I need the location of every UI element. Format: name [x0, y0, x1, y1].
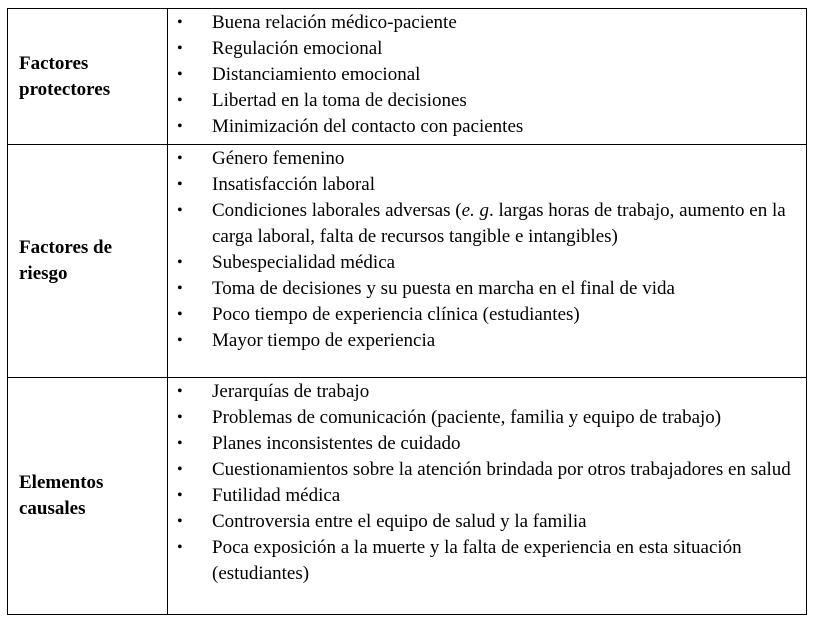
bullet-icon: •: [177, 66, 183, 83]
item-text: Toma de decisiones y su puesta en marcha en el final de vida: [212, 278, 675, 299]
bullet-icon: •: [177, 513, 183, 530]
item-text: Jerarquías de trabajo: [212, 381, 370, 402]
bullet-icon: •: [177, 539, 183, 556]
item-text: Planes inconsistentes de cuidado: [212, 433, 461, 454]
list-item: [168, 36, 798, 62]
label-line: Elementos: [19, 472, 104, 493]
list-item: [168, 62, 798, 88]
items-cell: [168, 145, 807, 378]
bullet-icon: •: [177, 383, 183, 400]
item-text: Mayor tiempo de experiencia: [212, 330, 436, 351]
label-line: Factores: [19, 52, 89, 74]
list-item: [168, 483, 798, 509]
bullet-icon: •: [177, 92, 183, 109]
item-text: Género femenino: [212, 148, 345, 169]
items-cell: [168, 378, 807, 615]
label-line: protectores: [19, 78, 111, 100]
list-item: [168, 146, 798, 172]
item-text: Libertad en la toma de decisiones: [212, 90, 467, 111]
item-text: Futilidad médica: [212, 485, 341, 506]
bullet-icon: •: [177, 487, 183, 504]
row-label: [8, 378, 168, 615]
items-cell: [168, 9, 807, 145]
item-text: Condiciones laborales adversas (: [212, 200, 462, 221]
list-item: [168, 302, 798, 328]
list-item: [168, 114, 798, 140]
bullet-icon: •: [177, 254, 183, 271]
item-text: Poco tiempo de experiencia clínica (estudiantes): [212, 304, 580, 325]
row-risk-factors: [8, 145, 807, 378]
item-text: Minimización del contacto con pacientes: [212, 116, 524, 137]
bullet-icon: •: [177, 435, 183, 452]
row-label: [8, 9, 168, 145]
bullet-icon: •: [177, 202, 183, 219]
label-line: causales: [19, 498, 86, 519]
item-text: Problemas de comunicación (paciente, familia y equipo de trabajo): [212, 407, 722, 428]
list-item: [168, 276, 798, 302]
list-item: [168, 88, 798, 114]
list-item: [168, 172, 798, 198]
bullet-icon: •: [177, 176, 183, 193]
item-text: Insatisfacción laboral: [212, 174, 376, 195]
bullet-icon: •: [177, 40, 183, 57]
item-text: Distanciamiento emocional: [212, 64, 421, 85]
bullet-icon: •: [177, 118, 183, 135]
list-item: [168, 250, 798, 276]
item-text: Cuestionamientos sobre la atención brindada por otros trabajadores en salud: [212, 459, 791, 480]
list-item: [168, 328, 798, 354]
item-text: Regulación emocional: [212, 38, 383, 59]
list-item: [168, 10, 798, 36]
list-item: [168, 509, 798, 535]
bullet-icon: •: [177, 332, 183, 349]
list-item: [168, 379, 798, 405]
factors-table: [7, 8, 807, 615]
bullet-icon: •: [177, 306, 183, 323]
list-item: [168, 198, 798, 250]
list-item: [168, 405, 798, 431]
item-text-rest: . largas horas de trabajo, aumento en la carga laboral, falta de recursos tangible e intangibles): [212, 200, 786, 247]
list-item: [168, 457, 798, 483]
row-protective-factors: [8, 9, 807, 145]
bullet-icon: •: [177, 150, 183, 167]
list-item: [168, 535, 798, 587]
label-line: Factores de: [19, 237, 113, 258]
row-causal-elements: [8, 378, 807, 615]
bullet-icon: •: [177, 14, 183, 31]
item-text: Poca exposición a la muerte y la falta de experiencia en esta situación (estudiantes): [212, 537, 742, 584]
row-label: [8, 145, 168, 378]
item-text-italic: e. g: [461, 200, 489, 221]
label-line: riesgo: [19, 263, 68, 284]
bullet-icon: •: [177, 461, 183, 478]
item-text: Controversia entre el equipo de salud y la familia: [212, 511, 587, 532]
list-item: [168, 431, 798, 457]
bullet-icon: •: [177, 280, 183, 297]
item-text: Buena relación médico-paciente: [212, 12, 457, 33]
item-text: Subespecialidad médica: [212, 252, 396, 273]
bullet-icon: •: [177, 409, 183, 426]
